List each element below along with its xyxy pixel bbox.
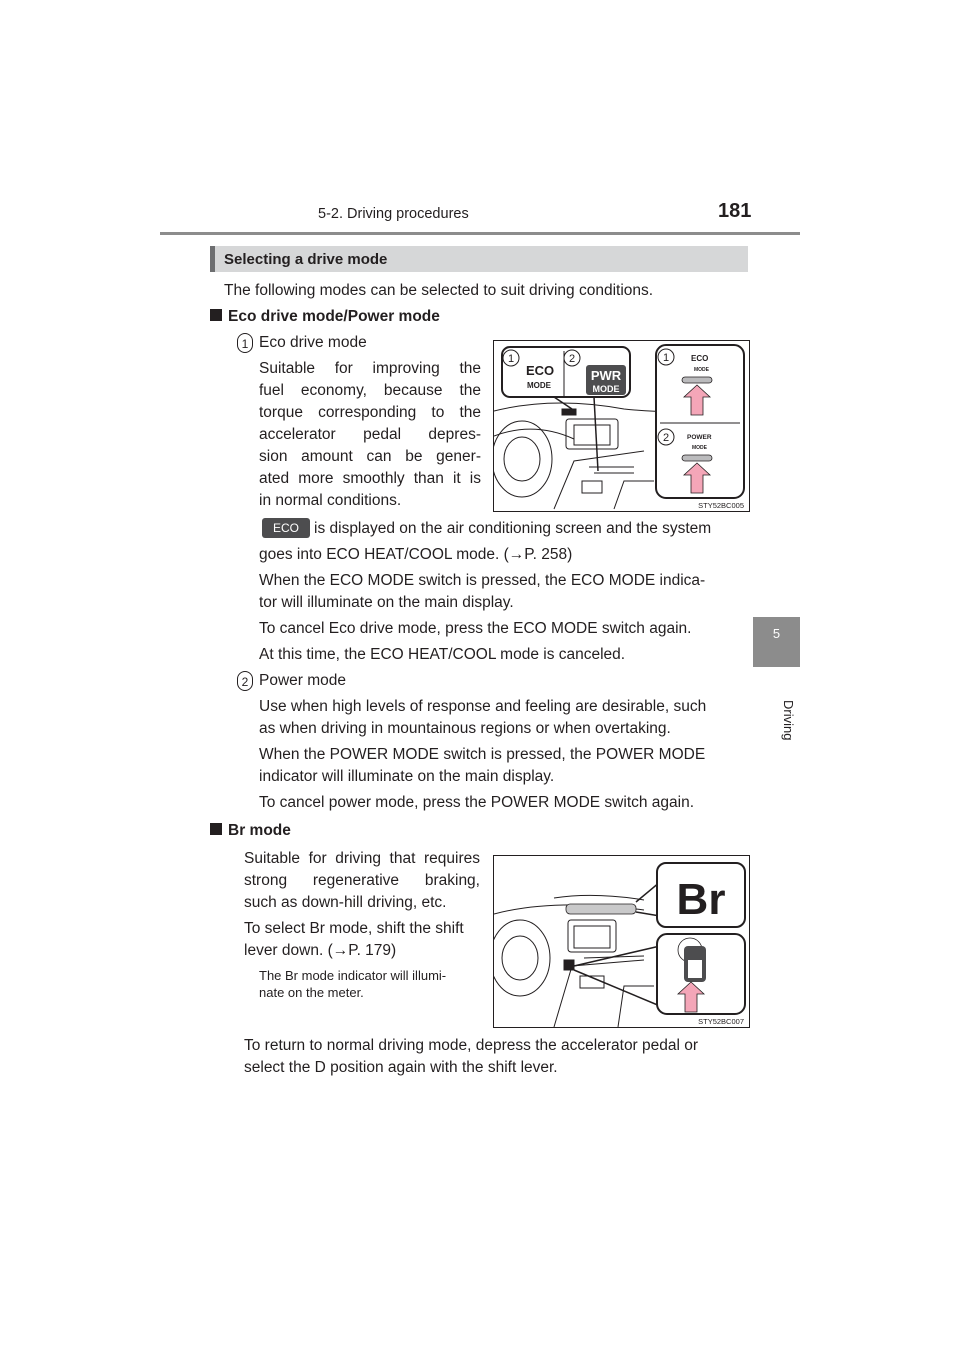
fig1-power-btn-label: POWER [687, 434, 712, 441]
power-cancel-text: To cancel power mode, press the POWER MODE switch again. [259, 794, 695, 811]
fig1-code: STY52BC005 [698, 501, 744, 510]
eco-power-switch-illustration [494, 341, 749, 511]
desc-line: in normal conditions. [259, 492, 402, 509]
fig1-num1-a: 1 [507, 353, 515, 365]
intro-text: The following modes can be selected to suit driving conditions. [224, 282, 654, 299]
fig1-eco-label: ECO [526, 363, 555, 378]
fig1-pwr-mode-label: MODE [592, 384, 620, 394]
page-number: 181 [718, 200, 752, 222]
br-heading [210, 820, 291, 842]
fig1-num2-a: 2 [568, 353, 576, 365]
eco-press-text-2: tor will illuminate on the main display. [259, 594, 514, 611]
chapter-tab-label: Driving [781, 700, 796, 741]
br-note-1: The Br mode indicator will illumi- [259, 968, 447, 983]
eco-drive-mode-title: Eco drive mode [259, 334, 367, 351]
br-return-text-2: select the D position again with the shift lever. [244, 1059, 558, 1076]
br-note-2: nate on the meter. [259, 985, 364, 1000]
power-press-text-1: When the POWER MODE switch is pressed, the POWER MODE [259, 746, 706, 763]
eco-cancel-note: At this time, the ECO HEAT/COOL mode is canceled. [259, 646, 626, 663]
br-description [244, 848, 480, 914]
eco-power-heading [210, 306, 440, 328]
chapter-tab-number: 5 [772, 626, 781, 641]
br-mode-illustration [494, 856, 749, 1027]
figure-eco-power-switch [493, 340, 750, 512]
eco-power-heading-text: Eco drive mode/Power mode [228, 308, 440, 325]
power-mode-title: Power mode [259, 672, 347, 689]
br-return-text-1: To return to normal driving mode, depress the accelerator pedal or [244, 1037, 699, 1054]
br-desc-line: strong regenerative braking, [244, 872, 480, 889]
item-number-1: 1 [237, 333, 253, 353]
square-bullet-icon [210, 309, 222, 321]
eco-display-text-2: goes into ECO HEAT/COOL mode. (→P. 258) [259, 546, 573, 563]
desc-line: fuel economy, because the [259, 382, 481, 399]
fig2-br-label: Br [676, 875, 726, 924]
desc-line: Suitable for improving the [259, 360, 481, 377]
fig1-mode-label: MODE [527, 381, 551, 390]
item-number-2: 2 [237, 671, 253, 691]
fig2-code: STY52BC007 [698, 1017, 744, 1026]
square-bullet-icon [210, 823, 222, 835]
figure-br-mode [493, 855, 750, 1028]
desc-line: accelerator pedal depres- [259, 426, 481, 443]
eco-drive-mode-description [259, 358, 481, 512]
chapter-tab [753, 617, 800, 667]
section-title: Selecting a drive mode [224, 251, 388, 268]
br-desc-line: such as down-hill driving, etc. [244, 894, 447, 911]
eco-cancel-text: To cancel Eco drive mode, press the ECO MODE switch again. [259, 620, 692, 637]
eco-indicator-badge: ECO [262, 518, 310, 538]
eco-press-text-1: When the ECO MODE switch is pressed, the ECO MODE indica- [259, 572, 706, 589]
fig1-power-btn-mode: MODE [692, 445, 707, 451]
power-use-text-1: Use when high levels of response and feeling are desirable, such [259, 698, 707, 715]
header-rule [160, 232, 800, 235]
fig1-eco-btn-mode: MODE [694, 367, 709, 373]
fig1-num1-b: 1 [662, 352, 670, 364]
desc-line: torque corresponding to the [259, 404, 481, 421]
fig1-num2-b: 2 [662, 432, 670, 444]
eco-display-text: is displayed on the air conditioning screen and the system [314, 520, 712, 537]
desc-line: sion amount can be gener- [259, 448, 481, 465]
br-heading-text: Br mode [228, 822, 291, 839]
power-press-text-2: indicator will illuminate on the main display. [259, 768, 555, 785]
br-desc-line: Suitable for driving that requires [244, 850, 480, 867]
desc-line: ated more smoothly than it is [259, 470, 481, 487]
running-header-section: 5-2. Driving procedures [318, 206, 469, 222]
fig1-eco-btn-label: ECO [691, 354, 709, 363]
br-select-text-1: To select Br mode, shift the shift [244, 920, 464, 937]
br-select-text-2: lever down. (→P. 179) [244, 942, 397, 959]
fig1-pwr-label: PWR [590, 368, 622, 383]
power-use-text-2: as when driving in mountainous regions or when overtaking. [259, 720, 671, 737]
